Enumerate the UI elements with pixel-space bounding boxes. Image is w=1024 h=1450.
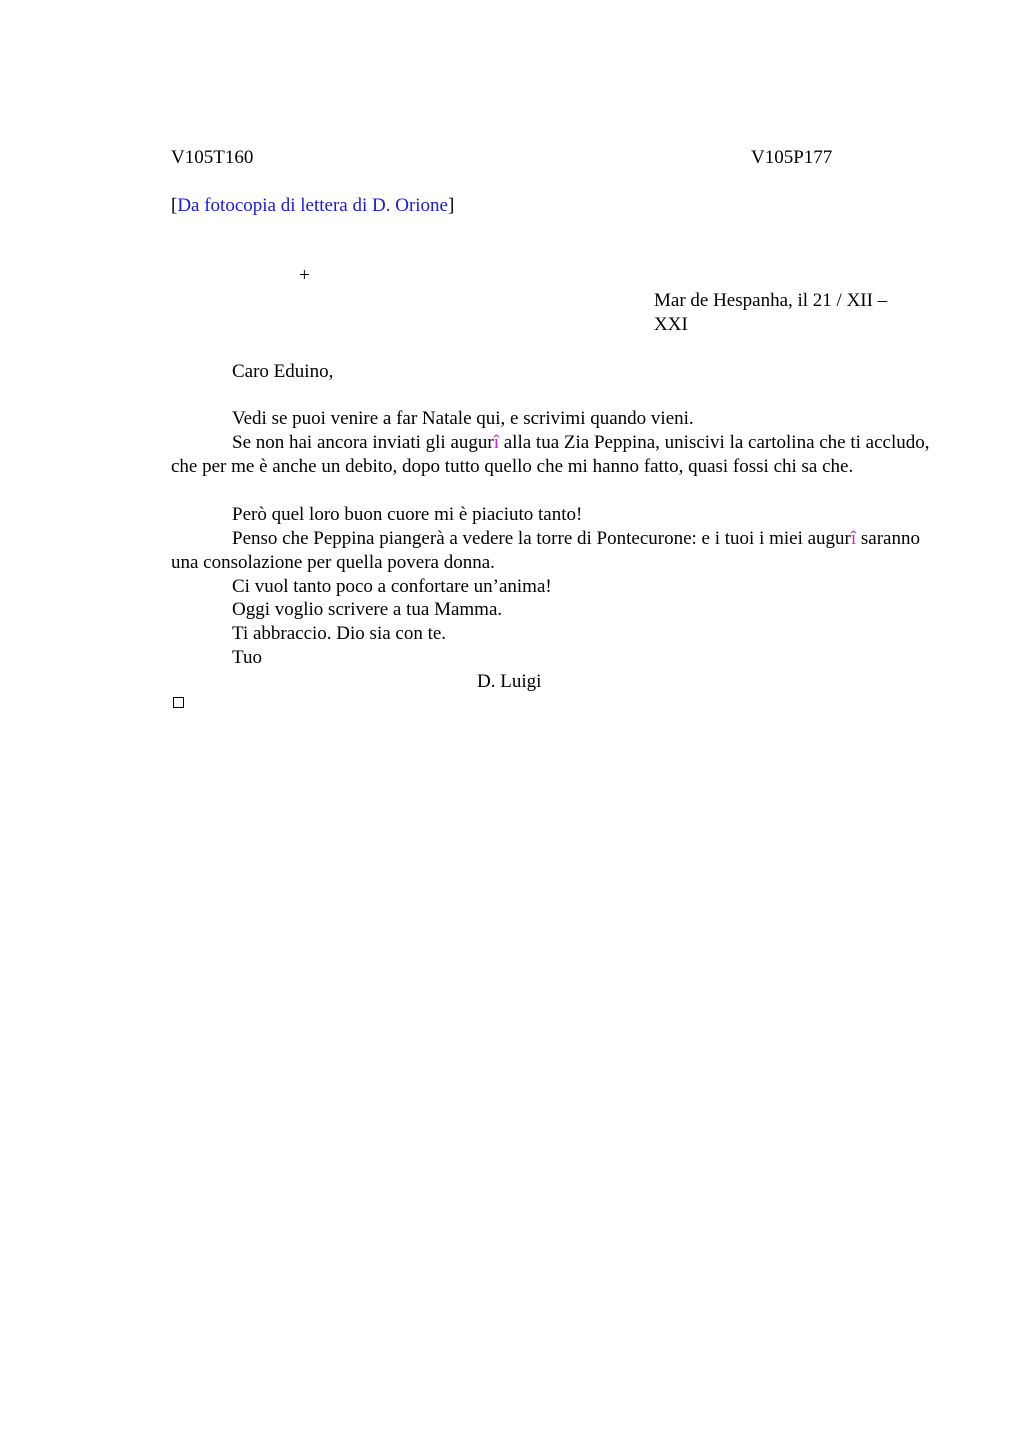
place-date-line-1: Mar de Hespanha, il 21 / XII – — [654, 290, 888, 311]
letter-paragraph-5: Ci vuol tanto poco a confortare un’anima! — [232, 576, 552, 597]
source-note-close-bracket: ] — [448, 195, 455, 216]
correction-mark: î — [850, 528, 857, 549]
correction-mark: î — [493, 432, 499, 453]
document-code-right: V105P177 — [751, 147, 833, 168]
salutation: Caro Eduino, — [232, 361, 334, 382]
letter-paragraph-6: Oggi voglio scrivere a tua Mamma. — [232, 599, 503, 620]
letter-paragraph-2 — [171, 431, 931, 479]
letter-paragraph-1: Vedi se puoi venire a far Natale qui, e scrivimi quando vieni. — [232, 408, 694, 429]
signature: D. Luigi — [477, 671, 542, 692]
cross-mark: + — [299, 265, 310, 286]
letter-closing: Tuo — [232, 647, 262, 668]
paragraph-4-text-a: Penso che Peppina piangerà a vedere la torre di Pontecurone: e i tuoi i miei augur — [232, 528, 851, 549]
letter-paragraph-3: Però quel loro buon cuore mi è piaciuto tanto! — [232, 504, 583, 525]
document-code-left: V105T160 — [171, 147, 254, 168]
paragraph-4-text-b: saranno una consolazione per quella povera donna. — [171, 528, 920, 573]
source-note-text: Da fotocopia di lettera di D. Orione — [177, 195, 448, 216]
place-date-line-2: XXI — [654, 314, 688, 335]
source-note-open-bracket: [ — [171, 195, 178, 216]
letter-paragraph-7: Ti abbraccio. Dio sia con te. — [232, 623, 447, 644]
paragraph-2-text-b: alla tua Zia Peppina, uniscivi la cartolina che ti accludo, che per me è anche un debito, dopo tutto quello che mi hanno fatto, quasi fossi chi sa che. — [171, 432, 930, 477]
paragraph-2-text-a: Se non hai ancora inviati gli augur — [232, 432, 494, 453]
end-of-document-box-icon — [173, 697, 184, 708]
letter-paragraph-4 — [171, 527, 931, 575]
source-note — [171, 194, 454, 218]
